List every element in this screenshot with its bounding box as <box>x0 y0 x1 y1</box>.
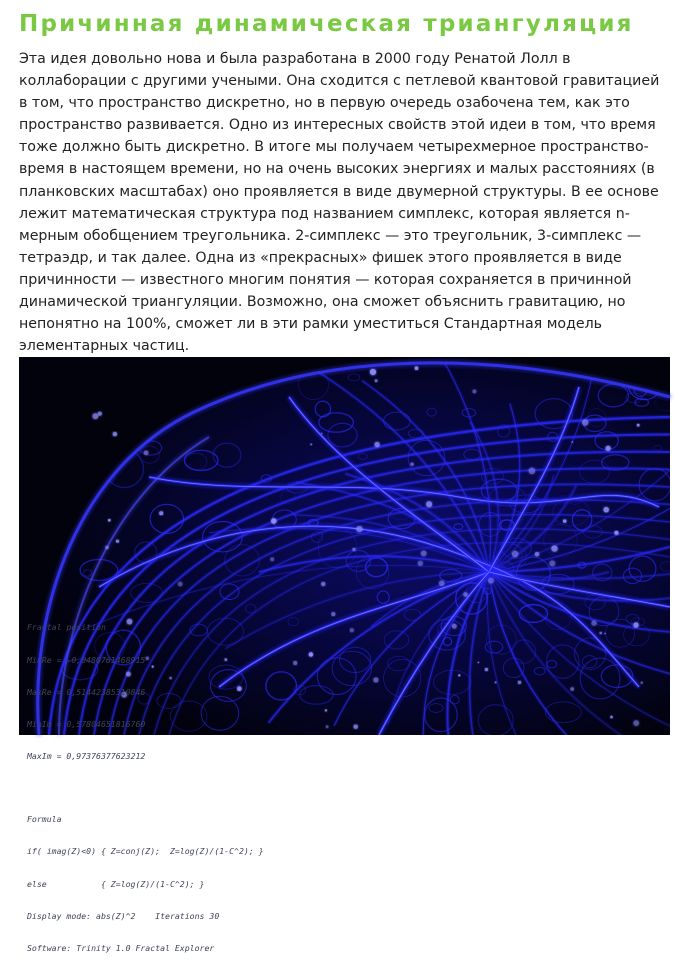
fractal-sparkle <box>610 716 613 719</box>
fractal-sparkle <box>633 622 638 627</box>
overlay-min-im: MinIm = 0,57804651816760 <box>27 718 146 729</box>
fractal-sparkle <box>354 725 358 729</box>
fractal-sparkle <box>426 501 432 507</box>
overlay-spacer <box>27 783 264 793</box>
fractal-sparkle <box>606 446 611 451</box>
overlay-formula-line2: else { Z=log(Z)/(1-C^2); } <box>27 878 205 889</box>
fractal-image <box>19 357 670 953</box>
fractal-sparkle <box>495 681 497 683</box>
fractal-sparkle <box>325 709 327 711</box>
fractal-sparkle <box>415 366 419 370</box>
fractal-sparkle <box>604 507 609 512</box>
fractal-sparkle <box>570 687 574 691</box>
fractal-sparkle <box>551 546 557 552</box>
fractal-sparkle <box>529 468 535 474</box>
fractal-sparkle <box>98 412 102 416</box>
fractal-sparkle <box>144 451 149 456</box>
fractal-sparkle <box>270 557 274 561</box>
fractal-sparkle <box>418 561 423 566</box>
fractal-parameters <box>27 601 264 975</box>
fractal-sparkle <box>375 379 378 382</box>
fractal-sparkle <box>178 582 183 587</box>
fractal-sparkle <box>599 632 602 635</box>
overlay-position-heading: Fractal position <box>27 622 106 633</box>
fractal-sparkle <box>321 582 325 586</box>
fractal-sparkle <box>535 552 539 556</box>
fractal-sparkle <box>571 441 573 443</box>
overlay-min-re: MinRe = -0,0480761468915 <box>27 654 146 665</box>
fractal-sparkle <box>488 578 494 584</box>
overlay-max-re: MaxRe = 0,51442385310846 <box>27 686 146 697</box>
fractal-sparkle <box>478 662 480 664</box>
fractal-sparkle <box>485 668 488 671</box>
fractal-sparkle <box>375 442 380 447</box>
fractal-sparkle <box>452 624 457 629</box>
fractal-sparkle <box>293 661 297 665</box>
overlay-formula-heading: Formula <box>27 814 62 825</box>
fractal-sparkle <box>105 546 108 549</box>
fractal-sparkle <box>518 681 521 684</box>
fractal-sparkle <box>582 420 588 426</box>
fractal-sparkle <box>633 720 639 726</box>
fractal-sparkle <box>271 518 276 523</box>
fractal-sparkle <box>309 652 313 656</box>
fractal-sparkle <box>604 633 606 635</box>
overlay-formula-line1: if( imag(Z)<0) { Z=conj(Z); Z=log(Z)/(1-C^2); } <box>27 846 264 857</box>
fractal-sparkle <box>321 433 323 435</box>
fractal-sparkle <box>549 561 555 567</box>
fractal-sparkle <box>421 551 427 557</box>
fractal-sparkle <box>563 519 566 522</box>
overlay-max-im: MaxIm = 0,97376377623212 <box>27 750 146 761</box>
fractal-sparkle <box>356 526 362 532</box>
fractal-sparkle <box>108 519 111 522</box>
fractal-sparkle <box>591 621 596 626</box>
fractal-sparkle <box>310 443 312 445</box>
fractal-sparkle <box>113 432 117 436</box>
overlay-display-mode: Display mode: abs(Z)^2 Iterations 30 <box>27 910 220 921</box>
article-paragraph: Эта идея довольно нова и была разработана в 2000 году Ренатой Лолл в коллаборации с другими учеными. Она сходится с петлевой квантовой гравитацией в том, что пространство дискретно, но в первую очередь озабочена тем, как это пространство развивается. Одно из интересных свойств этой идеи в том, что время тоже должно быть дискретно. В итоге мы получаем четырехмерное пространство-время в настоящем времени, но на очень высоких энергиях и малых расстояниях (в планковских масштабах) оно проявляется в виде двумерной структуры. В ее основе лежит математическая структура под названием симплекс, которая является n-мерным обобщением треугольника. 2-симплекс — это треугольник, 3-симплекс — тетраэдр, и так далее. Одна из «прекрасных» фишек этого проявляется в виде причинности — известного многим понятия — которая сохраняется в причинной динамической триангуляции. Возможно, она сможет объяснить гравитацию, но непонятно на 100%, сможет ли в эти рамки уместиться Стандартная модель элементарных частиц. <box>19 51 660 355</box>
fractal-sparkle <box>463 592 467 596</box>
fractal-sparkle <box>641 682 643 684</box>
fractal-sparkle <box>473 390 477 394</box>
fractal-sparkle <box>116 540 119 543</box>
fractal-sparkle <box>352 548 355 551</box>
fractal-sparkle <box>439 581 444 586</box>
fractal-sparkle <box>637 424 640 427</box>
fractal-sparkle <box>411 463 414 466</box>
fractal-sparkle <box>331 612 335 616</box>
fractal-sparkle <box>512 551 518 557</box>
fractal-sparkle <box>614 531 618 535</box>
fractal-sparkle <box>458 674 460 676</box>
fractal-sparkle <box>370 369 376 375</box>
fractal-sparkle <box>350 628 354 632</box>
article-title: Причинная динамическая триангуляция <box>19 11 634 37</box>
fractal-sparkle <box>159 511 163 515</box>
fractal-sparkle <box>326 725 329 728</box>
overlay-software: Software: Trinity 1.0 Fractal Explorer <box>27 942 215 953</box>
fractal-sparkle <box>93 413 99 419</box>
fractal-sparkle <box>373 678 378 683</box>
